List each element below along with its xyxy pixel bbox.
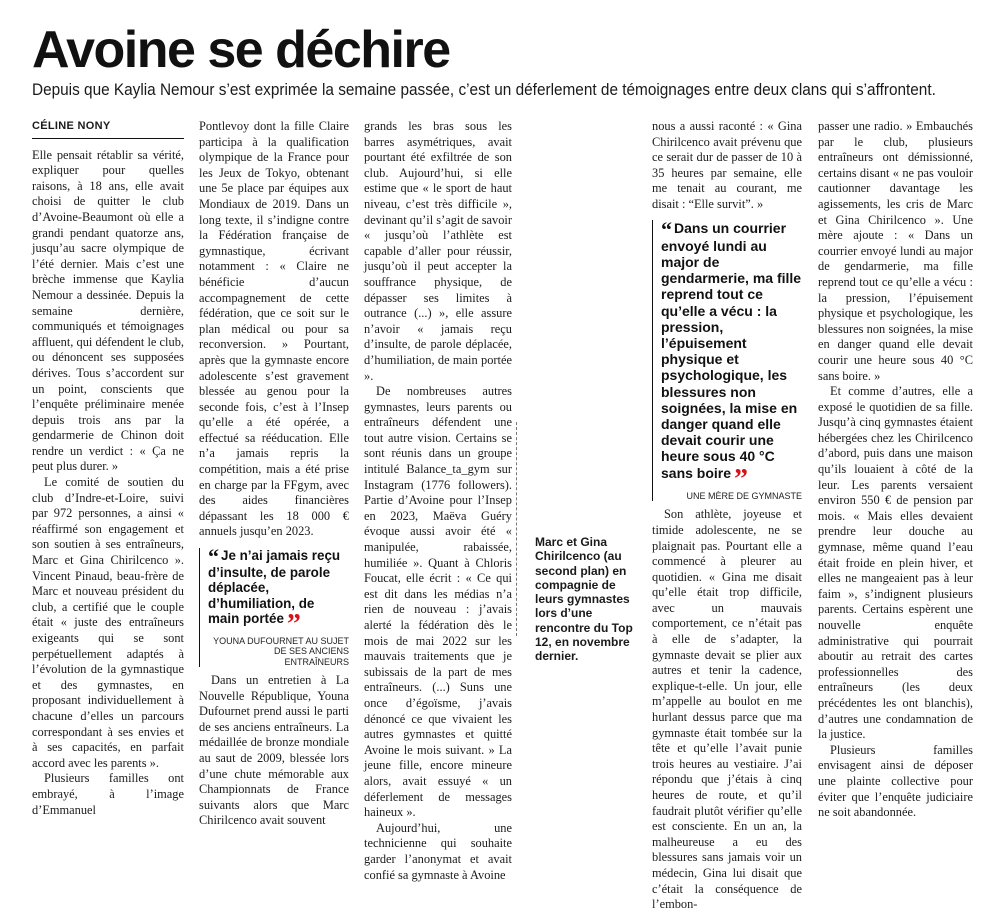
article-standfirst: Depuis que Kaylia Nemour s’est exprimée la semaine passée, c’est un déferlement de témoignages entre deux clans qui s’affrontent. — [32, 81, 936, 99]
article-column-5 — [818, 119, 973, 820]
pull-quote-attribution: UNE MÈRE DE GYMNASTE — [686, 490, 802, 501]
close-quote-icon: ” — [286, 609, 301, 641]
article-column-4 — [652, 119, 802, 912]
author-byline: CÉLINE NONY — [32, 119, 184, 139]
pull-quote-text: Je n’ai jamais reçu d’insulte, de parole déplacée, d’humiliation, de main portée — [208, 548, 341, 627]
paragraph: De nombreuses autres gymnastes, leurs parents ou entraîneurs défendent une tout autre vision. Certains se sont réunis dans un groupe intitulé Balance_ta_gym sur Instagram (1776 followers). Partie d’Avoine pour l’Insep en 2023, Maëva Guéry évoque aussi avoir été « manipulée, rabaissée, humiliée ». Quant à Chloris Foucat, elle écrit : « Ce qui est dit dans les médias n’a rien de nouveau : j’avais alerté la fédération dès le mois de mai 2022 sur les mauvais traitements que je subissais de la part de mes entraîneurs. (...) Suns une once d’égoïsme, j’avais dénoncé ce que vivaient les autres gymnastes et quitté Avoine le mois suivant. » La jeune fille, encore mineure alors, avait essuyé « un déferlement de messages haineux ». — [364, 384, 512, 820]
paragraph: Le comité de soutien du club d’Indre-et-Loire, suivi par 972 personnes, a ainsi « réaffirmé son engagement et son soutien à ses entraîneurs, Marc et Gina Chirilcenco ». Vincent Pinaud, beau-frère de Marc et nouveau président du club, a certifié que le couple était « juste des entraîneurs exigeants qui se sont perpétuellement adaptés à l’évolution de la gymnastique et des gymnastes, en proposant individuellement à chacune d’elles un parcours correspondant à ses envies et à ses capacités, en parfait accord avec les parents ». — [32, 475, 184, 770]
article-column-2 — [199, 119, 349, 828]
paragraph: nous a aussi raconté : « Gina Chirilcenco avait prévenu que ce serait dur de passer de 10 à 35 heures par semaine, elle me tenait au courant, me disait : “Elle survit”. » — [652, 119, 802, 211]
article-column-3 — [364, 119, 512, 882]
close-quote-icon: ” — [734, 463, 749, 495]
paragraph: Et comme d’autres, elle a exposé le quotidien de sa fille. Jusqu’à cinq gymnastes étaient hébergées chez les Chirilcenco d’abord, puis dans une maison qu’ils louaient à côté de la leur. Les parents versaient environ 550 € de pension par mois. « Mais elles devaient prendre leur douche au gymnase, même quand l’eau était froide en plein hiver, et elles ne mangeaient pas à leur faim », s’indignent plusieurs parents. Certains espèrent une nouvelle enquête administrative qui pourrait aboutir au retrait des cartes professionnelles des entraîneurs (les deux précédentes les ont blanchis), d’autres une condamnation de la justice. — [818, 384, 973, 742]
pull-quote-attribution: YOUNA DUFOURNET AU SUJET DE SES ANCIENS ENTRAÎNEURS — [213, 635, 349, 667]
article-column-1 — [32, 119, 184, 817]
pull-quote — [199, 544, 349, 667]
paragraph: Pontlevoy dont la fille Claire participa à la qualification olympique de la France pour les Jeux de Tokyo, obtenant une 5e place par équipes aux Mondiaux de 2019. Dans un long texte, il s’indigne contre la Fédération française de gymnastique, écrivant notamment : « Claire ne bénéficie d’aucun accompagnement de cette fédération, que ce soit sur le plan médical ou pour sa reconversion. » Pourtant, après que la gymnaste encore adolescente s’est gravement blessée au genou pour la seconde fois, c’est à l’Insep qu’elle a été opérée, a effectué sa rééducation. Elle n’a jamais repris la compétition, mais a été prise en charge par la FFgym, avec des aides financières dépassant les 18 000 € annuels jusqu’en 2023. — [199, 119, 349, 539]
open-quote-icon: “ — [208, 544, 219, 570]
paragraph: Son athlète, joyeuse et timide adolescente, ne se plaignait pas. Pourtant elle a commencé à pleurer au quotidien. « Gina me disait qu’elle était trop difficile, avec un mauvais comportement, ce n’était pas à elle de s’adapter, la gymnaste devait se plier aux autres et tenir la cadence, explique-t-elle. Un jour, elle m’appelle au boulot en me hurlant dessus parce que ma gymnaste était tombée sur la tête et qu’elle l’avait punie trois heures au vestiaire. J’ai répondu que j’étais à cinq heures de route, et qu’il faudrait plutôt vérifier qu’elle est consciente. En un an, la malheureuse a eu des blessures sans jamais voir un médecin, Gina lui disait que c’était la conséquence de l’embon- — [652, 507, 802, 912]
paragraph: passer une radio. » Embauchés par le club, plusieurs entraîneurs ont démissionné, certains disant « ne pas vouloir cautionner davantage les agissements, les cris de Marc et Gina Chirilcenco ». Une mère ajoute : « Dans un courrier envoyé lundi au major de gendarmerie, ma fille reprend tout ce qu’elle a vécu : la pression, l’épuisement physique et psychologique, les blessures non soignées, la mise en danger quand elle devait courir une heure sous 40 °C sans boire. » — [818, 119, 973, 383]
photo-caption: Marc et Gina Chirilcenco (au second plan) en compagnie de leurs gymnastes lors d’une rencontre du Top 12, en novembre dernier. — [535, 535, 633, 664]
paragraph: Plusieurs familles ont embrayé, à l’image d’Emmanuel — [32, 771, 184, 817]
pull-quote-text: Dans un courrier envoyé lundi au major de gendarmerie, ma fille reprend tout ce qu’elle a vécu : la pression, l’épuisement physique et psychologique, les blessures non soignées, la mise en danger quand elle devait courir une heure sous 40 °C sans boire — [661, 219, 802, 481]
pull-quote — [652, 216, 802, 502]
paragraph: Elle pensait rétablir sa vérité, expliquer pour quelles raisons, à 18 ans, elle avait choisi de quitter le club d’Avoine-Beaumont où elle a grandi pendant quatorze ans, jusqu’au sacre olympique de l’été dernier. Mais c’est une brèche immense que Kaylia Nemour a dessinée. Depuis la semaine dernière, communiqués et témoignages affluent, qui défendent le club, ou dénoncent ses supposées dérives. Tous s’accordent sur un point, conscients que l’enquête préliminaire menée depuis trois ans par la gendarmerie de Chinon doit rendre un verdict : « Ça ne peut plus durer. » — [32, 147, 184, 474]
column-divider — [516, 422, 517, 636]
paragraph: Dans un entretien à La Nouvelle République, Youna Dufournet prend aussi le parti de ses anciens entraîneurs. La médaillée de bronze mondiale au saut de 2009, blessée lors d’une chute mémorable aux Championnats de France suivants alors que Marc Chirilcenco avait souvent — [199, 673, 349, 828]
paragraph: Plusieurs familles envisagent ainsi de déposer une plainte collective pour éviter que l’enquête judiciaire ne soit abandonnée. — [818, 742, 973, 820]
paragraph: grands les bras sous les barres asymétriques, avait pourtant été exfiltrée de son club. Aujourd’hui, si elle estime que « le sport de haut niveau, c’est très difficile », devinant qu’il s’agit de savoir « jusqu’où l’athlète est capable d’aller pour réussir, jusqu’où il peut accepter la souffrance physique, de dépasser ses limites à outrance (...) », elle assure n’avoir « jamais reçu d’insulte, de parole déplacée, d’humiliation, de main portée ». — [364, 119, 512, 383]
open-quote-icon: “ — [661, 216, 672, 242]
article-headline: Avoine se déchire — [32, 21, 450, 79]
paragraph: Aujourd’hui, une technicienne qui souhaite garder l’anonymat et avait confié sa gymnaste à Avoine — [364, 820, 512, 882]
